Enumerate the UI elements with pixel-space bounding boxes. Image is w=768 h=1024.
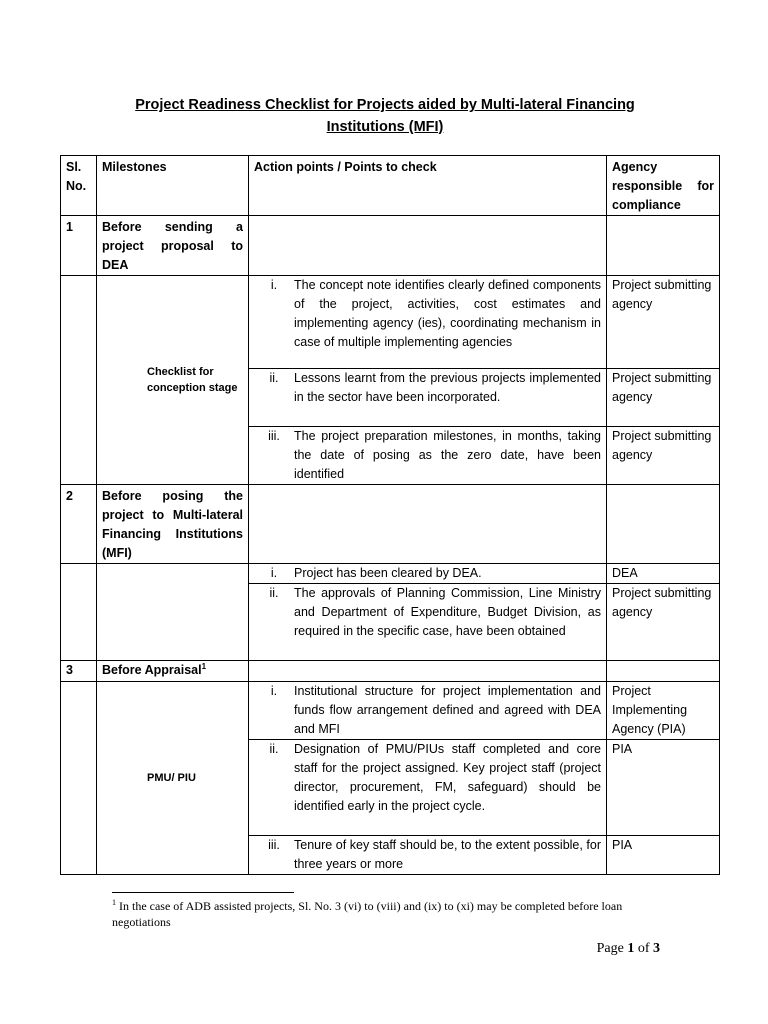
agency-cell: Project submitting agency	[607, 427, 720, 485]
point-number: ii.	[269, 742, 279, 756]
header-agency: Agency responsible for compliance	[607, 156, 720, 216]
header-row	[61, 156, 720, 216]
page-of: of	[637, 941, 650, 956]
point-number: iii.	[268, 838, 280, 852]
page-total: 3	[653, 941, 660, 956]
section-number: 3	[61, 661, 97, 682]
section-row-1	[61, 216, 720, 276]
table-row	[61, 564, 720, 584]
section-milestone-cell	[97, 661, 249, 682]
point-text: Institutional structure for project implementation and funds flow arrangement defined and agreed with DEA and MFI	[294, 684, 601, 736]
point-text: The approvals of Planning Commission, Line Ministry and Department of Expenditure, Budget Division, as required in the specific case, have been obtained	[294, 586, 601, 638]
point-number: i.	[270, 684, 278, 698]
header-milestones: Milestones	[97, 156, 249, 216]
section-milestone: Before posing the project to Multi-lateral Financing Institutions (MFI)	[97, 485, 249, 564]
page-number	[560, 941, 660, 957]
point-text: The concept note identifies clearly defined components of the project, activities, cost estimates and implementing agency (ies), coordinating mechanism in case of multiple implementing agencies	[294, 278, 601, 349]
table-row	[61, 682, 720, 740]
footnote-divider	[112, 892, 294, 893]
agency-cell: Project submitting agency	[607, 369, 720, 427]
agency-cell: Project submitting agency	[607, 276, 720, 369]
agency-cell: PIA	[607, 740, 720, 836]
point-text: Tenure of key staff should be, to the extent possible, for three years or more	[294, 838, 601, 871]
footnote-ref: 1	[201, 661, 207, 671]
stage-label: PMU/ PIU	[97, 682, 249, 875]
agency-cell: Project submitting agency	[607, 584, 720, 661]
header-sl-no: Sl. No.	[61, 156, 97, 216]
point-text: Lessons learnt from the previous projects implemented in the sector have been incorporated.	[294, 371, 601, 404]
point-number: ii.	[269, 371, 279, 385]
agency-cell: PIA	[607, 836, 720, 875]
checklist-table	[60, 155, 720, 875]
page-current: 1	[627, 941, 635, 956]
title-line-2: Institutions (MFI)	[326, 119, 444, 135]
table-row	[61, 276, 720, 369]
point-number: ii.	[269, 586, 279, 600]
agency-cell: DEA	[607, 564, 720, 584]
agency-cell: Project Implementing Agency (PIA)	[607, 682, 720, 740]
point-text: The project preparation milestones, in months, taking the date of posing as the zero date, have been identified	[294, 429, 601, 481]
section-number: 1	[61, 216, 97, 276]
document-title	[60, 94, 710, 138]
section-milestone: Before Appraisal	[102, 663, 202, 677]
footnote	[112, 898, 672, 930]
point-number: i.	[270, 566, 278, 580]
point-number: i.	[270, 278, 278, 292]
footnote-mark: 1	[112, 898, 116, 907]
stage-label: Checklist for conception stage	[97, 276, 249, 485]
section-row-3	[61, 661, 720, 682]
section-number: 2	[61, 485, 97, 564]
point-text: Project has been cleared by DEA.	[294, 566, 482, 580]
section-milestone: Before sending a project proposal to DEA	[97, 216, 249, 276]
page-prefix: Page	[596, 941, 624, 956]
footnote-text: In the case of ADB assisted projects, Sl. No. 3 (vi) to (viii) and (ix) to (xi) may be completed before loan negotiations	[112, 899, 623, 929]
header-action-points: Action points / Points to check	[249, 156, 607, 216]
point-number: iii.	[268, 429, 280, 443]
point-text: Designation of PMU/PIUs staff completed and core staff for the project assigned. Key project staff (project director, procurement, FM, safeguard) should be identified early in the project cycle.	[294, 742, 601, 813]
section-row-2	[61, 485, 720, 564]
title-line-1: Project Readiness Checklist for Projects aided by Multi-lateral Financing	[135, 97, 635, 113]
